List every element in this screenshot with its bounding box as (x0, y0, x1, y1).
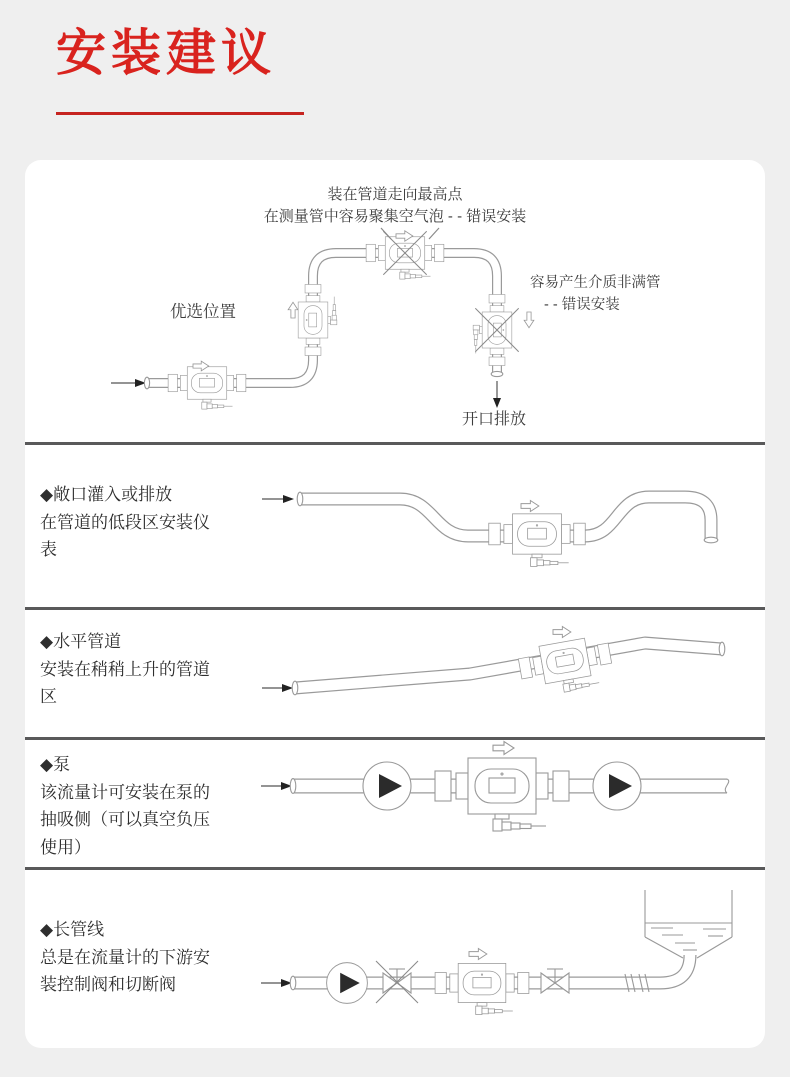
section-caption (40, 751, 222, 861)
flow-direction-arrow-icon (469, 948, 487, 959)
page-header (0, 0, 790, 160)
pump-icon (363, 762, 411, 810)
section-pump (25, 740, 765, 867)
section-long-line (25, 870, 765, 1048)
section-caption (40, 481, 222, 564)
pipe-open-end-icon (144, 377, 149, 389)
annotation-partial-pipe: 容易产生介质非满管 - - 错误安装 (530, 275, 661, 313)
section-caption-body: 在管道的低段区安装仪表 (40, 512, 210, 560)
pump-icon (593, 762, 641, 810)
flow-direction-arrow-icon (493, 742, 514, 755)
tank-icon (645, 890, 732, 958)
flow-direction-arrow-icon (288, 302, 298, 318)
section-caption-title: ◆长管线 (40, 920, 105, 939)
title-underline (56, 112, 304, 115)
flow-direction-arrow-icon (521, 500, 539, 511)
section-caption-body: 总是在流量计的下游安装控制阀和切断阀 (40, 947, 210, 995)
preferred-position-label: 优选位置 (170, 303, 236, 321)
pipe-open-end-icon (491, 371, 503, 376)
flow-in-arrow-icon (283, 495, 294, 503)
annotation-highest-point: 装在管道走向最高点 在测量管中容易聚集空气泡 - - 错误安装 (263, 186, 527, 225)
section-mounting-positions (25, 160, 765, 442)
flow-meter-icon (435, 758, 569, 831)
installation-guide-panel (25, 160, 765, 1048)
pipe-open-end-icon (704, 537, 718, 543)
section-horizontal-pipe (25, 610, 765, 737)
section-open-discharge (25, 445, 765, 607)
pipe-open-end-icon (297, 492, 303, 506)
flow-in-arrow-icon (282, 684, 293, 692)
pipe-open-end-icon (290, 976, 296, 990)
section-caption (40, 628, 222, 711)
flow-direction-arrow-icon (553, 626, 571, 637)
pipe-open-end-icon (719, 642, 725, 656)
pipe-open-end-icon (292, 681, 298, 695)
section-caption-title: ◆水平管道 (40, 632, 122, 651)
open-drain-label: 开口排放 (462, 411, 527, 428)
section-caption-body: 安装在稍稍上升的管道区 (40, 659, 210, 707)
section-caption (40, 916, 222, 999)
section-caption-title: ◆敞口灌入或排放 (40, 485, 173, 504)
pump-icon (327, 963, 368, 1004)
pipe-open-end-icon (290, 779, 296, 794)
section-caption-body: 该流量计可安装在泵的抽吸侧（可以真空负压使用） (40, 782, 210, 857)
annotation-pointer-line (429, 228, 439, 239)
page-title: 安装建议 (56, 25, 276, 81)
section-caption-title: ◆泵 (40, 755, 71, 774)
